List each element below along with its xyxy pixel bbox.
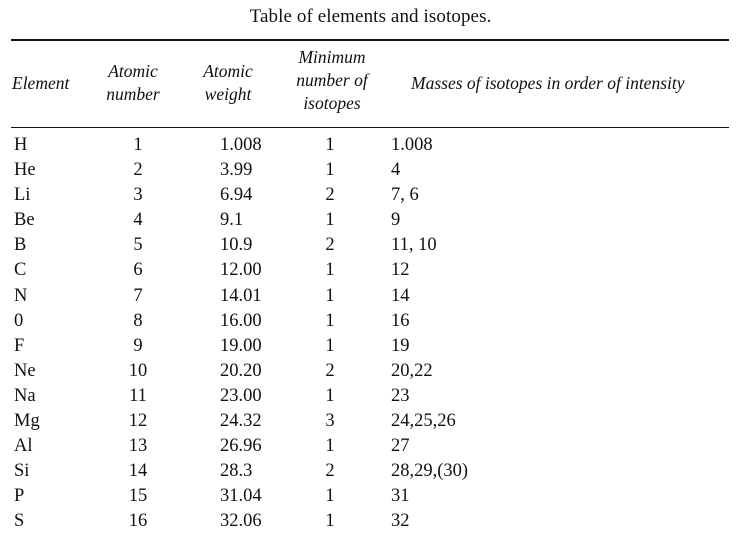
cell-masses: 9 (391, 210, 401, 231)
cell-masses: 28,29,(30) (391, 461, 469, 482)
cell-masses: 31 (391, 486, 410, 507)
cell-element: N (14, 285, 28, 306)
cell-atomic-number: 2 (133, 160, 143, 181)
header-rule (11, 127, 729, 128)
header-element: Element (12, 73, 70, 93)
cell-atomic-number: 5 (133, 235, 143, 256)
cell-element: Mg (14, 411, 40, 432)
cell-atomic-weight: 26.96 (220, 436, 262, 457)
header-atomic-weight (188, 60, 268, 106)
cell-element: Be (14, 210, 35, 231)
cell-element: C (14, 260, 27, 281)
table-row (0, 158, 741, 183)
cell-atomic-number: 11 (129, 385, 147, 406)
table-row (0, 384, 741, 409)
cell-atomic-weight: 20.20 (220, 360, 262, 381)
table-row (0, 233, 741, 258)
cell-minimum-isotopes: 1 (325, 486, 335, 507)
table-row (0, 183, 741, 208)
cell-element: P (14, 486, 25, 507)
header-atomic-number-line: number (106, 84, 160, 104)
cell-masses: 1.008 (391, 135, 433, 155)
cell-minimum-isotopes: 2 (325, 360, 335, 381)
header-masses: Masses of isotopes in order of intensity (411, 73, 685, 93)
cell-minimum-isotopes: 1 (325, 260, 335, 281)
cell-minimum-isotopes: 1 (325, 285, 335, 306)
cell-masses: 32 (391, 511, 410, 532)
cell-masses: 24,25,26 (391, 411, 456, 432)
cell-masses: 14 (391, 285, 410, 306)
cell-element: S (14, 511, 25, 532)
cell-atomic-number: 1 (133, 135, 143, 155)
table-row (0, 409, 741, 434)
cell-masses: 11, 10 (391, 235, 437, 256)
table-row (0, 509, 741, 534)
cell-masses: 20,22 (391, 360, 433, 381)
table-row (0, 284, 741, 309)
cell-atomic-number: 14 (128, 461, 148, 482)
cell-masses: 19 (391, 335, 410, 356)
cell-atomic-weight: 9.1 (220, 210, 244, 231)
cell-element: Ne (14, 360, 36, 381)
cell-element: 0 (14, 310, 24, 331)
cell-masses: 16 (391, 310, 410, 331)
header-minimum-isotopes-line: Minimum (298, 47, 366, 67)
cell-element: F (14, 335, 25, 356)
cell-masses: 4 (391, 160, 401, 181)
cell-atomic-number: 10 (128, 360, 148, 381)
cell-element: Si (14, 461, 30, 482)
cell-element: H (14, 135, 28, 155)
cell-element: He (14, 160, 36, 181)
cell-minimum-isotopes: 1 (325, 335, 335, 356)
header-atomic-weight-line: Atomic (203, 61, 253, 81)
header-atomic-number (93, 60, 173, 106)
table-row (0, 359, 741, 384)
header-minimum-isotopes (282, 46, 382, 115)
cell-minimum-isotopes: 1 (325, 436, 335, 457)
cell-masses: 7, 6 (391, 185, 419, 206)
cell-minimum-isotopes: 2 (325, 461, 335, 482)
cell-element: Li (14, 185, 31, 206)
cell-masses: 23 (391, 385, 410, 406)
table-row (0, 258, 741, 283)
cell-atomic-weight: 24.32 (220, 411, 262, 432)
table-row (0, 309, 741, 334)
table-row (0, 484, 741, 509)
cell-atomic-number: 15 (128, 486, 148, 507)
header-minimum-isotopes-line: number of (296, 70, 368, 90)
table-row (0, 208, 741, 233)
cell-minimum-isotopes: 3 (325, 411, 335, 432)
header-atomic-weight-line: weight (204, 84, 252, 104)
cell-atomic-weight: 1.008 (220, 135, 262, 155)
cell-masses: 27 (391, 436, 410, 457)
cell-minimum-isotopes: 2 (325, 235, 335, 256)
cell-masses: 12 (391, 260, 410, 281)
cell-atomic-weight: 28.3 (220, 461, 253, 482)
cell-minimum-isotopes: 1 (325, 385, 335, 406)
cell-atomic-weight: 14.01 (220, 285, 262, 306)
cell-element: Na (14, 385, 36, 406)
cell-minimum-isotopes: 2 (325, 185, 335, 206)
cell-atomic-number: 4 (133, 210, 143, 231)
table-row (0, 334, 741, 359)
cell-atomic-weight: 6.94 (220, 185, 253, 206)
cell-atomic-number: 9 (133, 335, 143, 356)
cell-atomic-number: 7 (133, 285, 143, 306)
cell-element: B (14, 235, 27, 256)
header-minimum-isotopes-line: isotopes (303, 93, 361, 113)
cell-atomic-weight: 31.04 (220, 486, 262, 507)
cell-atomic-number: 12 (128, 411, 148, 432)
cell-minimum-isotopes: 1 (325, 511, 335, 532)
cell-atomic-number: 3 (133, 185, 143, 206)
header-atomic-number-line: Atomic (108, 61, 158, 81)
cell-atomic-number: 6 (133, 260, 143, 281)
cell-minimum-isotopes: 1 (325, 135, 335, 155)
top-rule (11, 39, 729, 41)
cell-atomic-number: 13 (128, 436, 148, 457)
table-row (0, 133, 741, 158)
table-row (0, 459, 741, 484)
cell-minimum-isotopes: 1 (325, 210, 335, 231)
cell-atomic-weight: 10.9 (220, 235, 253, 256)
cell-minimum-isotopes: 1 (325, 310, 335, 331)
cell-atomic-weight: 32.06 (220, 511, 262, 532)
cell-atomic-weight: 16.00 (220, 310, 262, 331)
cell-atomic-number: 8 (133, 310, 143, 331)
cell-atomic-number: 16 (128, 511, 148, 532)
cell-atomic-weight: 19.00 (220, 335, 262, 356)
table-row (0, 434, 741, 459)
cell-minimum-isotopes: 1 (325, 160, 335, 181)
cell-atomic-weight: 23.00 (220, 385, 262, 406)
cell-atomic-weight: 3.99 (220, 160, 253, 181)
table-title: Table of elements and isotopes. (249, 6, 492, 27)
cell-atomic-weight: 12.00 (220, 260, 262, 281)
cell-element: Al (14, 436, 33, 457)
table-body (0, 133, 741, 535)
